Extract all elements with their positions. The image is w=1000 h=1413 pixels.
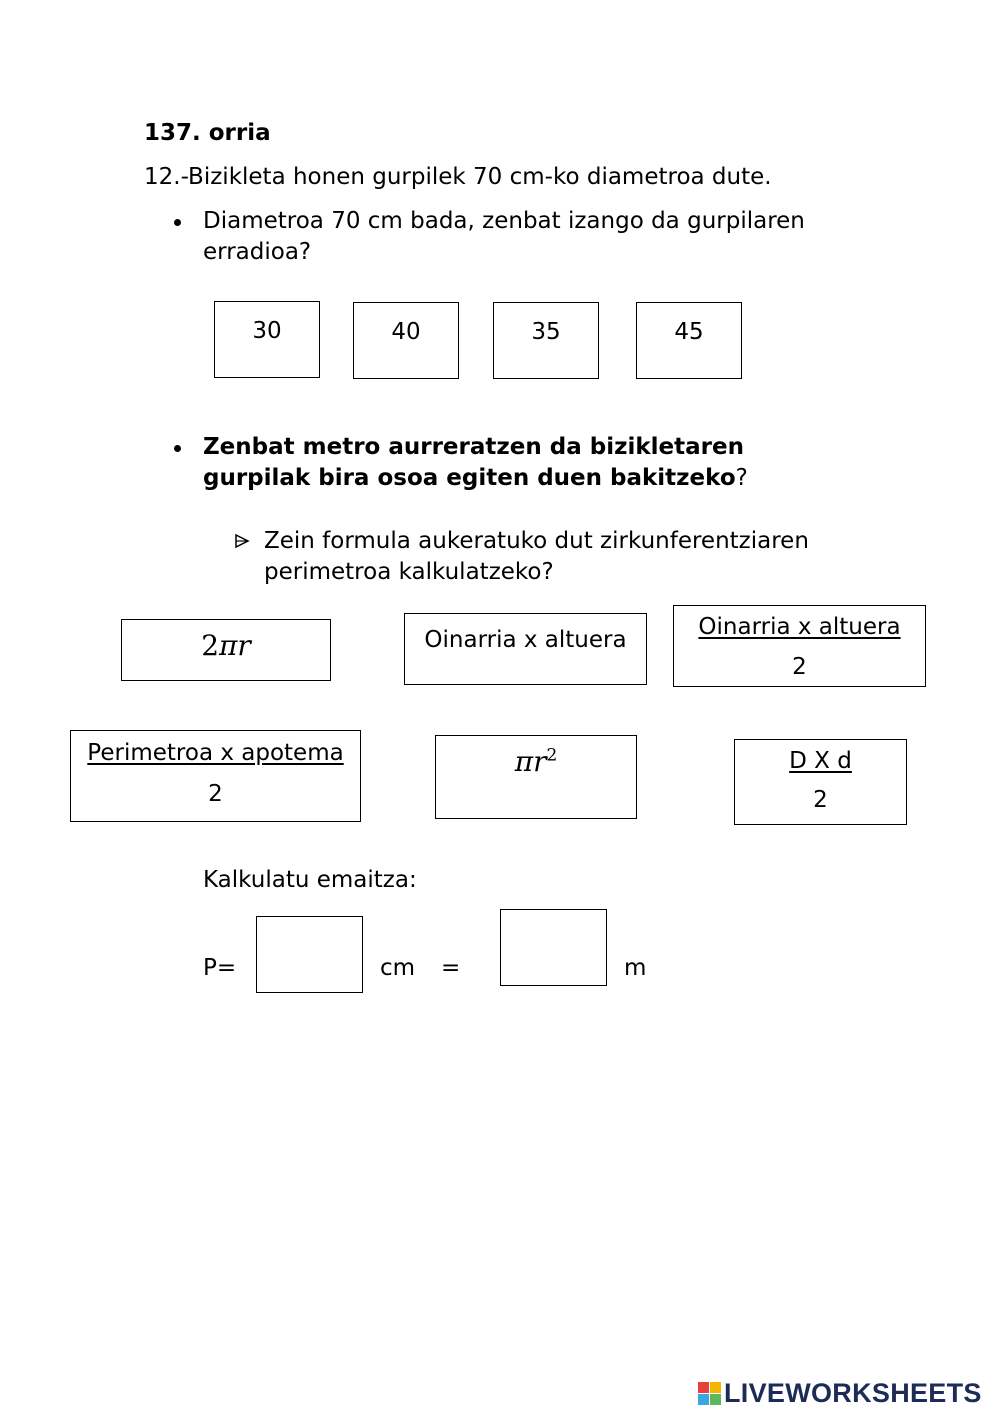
answer-input-m[interactable]	[500, 909, 607, 986]
bullet-icon	[174, 445, 181, 452]
equals-sign: =	[441, 955, 461, 981]
question2-line1: Zenbat metro aurreratzen da bizikletaren	[203, 434, 744, 460]
bullet-icon	[174, 219, 181, 226]
calculation-label: Kalkulatu emaitza:	[203, 867, 417, 893]
formula-numerator: D X d	[789, 748, 852, 774]
option-label: 40	[391, 319, 421, 345]
formula-2pir: 2πr	[201, 629, 251, 662]
subquestion-line1: Zein formula aukeratuko dut zirkunferentziaren	[264, 528, 809, 554]
question1-line1: Diametroa 70 cm bada, zenbat izango da gurpilaren	[203, 208, 805, 234]
question-mark: ?	[735, 465, 748, 491]
unit-m: m	[624, 955, 647, 981]
option-label: 45	[674, 319, 704, 345]
formula-label: Oinarria x altuera	[424, 627, 627, 653]
liveworksheets-logo	[698, 1378, 982, 1409]
formula-base-height[interactable]	[404, 613, 647, 685]
formula-triangle-area[interactable]	[673, 605, 926, 687]
formula-denominator: 2	[208, 781, 223, 807]
radius-option-35[interactable]	[493, 302, 599, 379]
question2-line2	[203, 463, 748, 494]
radius-option-30[interactable]	[214, 301, 320, 378]
radius-option-40[interactable]	[353, 302, 459, 379]
page-title: 137. orria	[144, 120, 271, 146]
option-label: 30	[252, 318, 282, 344]
answer-input-cm[interactable]	[256, 916, 363, 993]
formula-numerator: Oinarria x altuera	[698, 614, 901, 640]
arrow-bullet-icon	[234, 533, 250, 549]
formula-rhombus-area[interactable]	[734, 739, 907, 825]
formula-polygon-area[interactable]	[70, 730, 361, 822]
formula-denominator: 2	[792, 654, 807, 680]
radius-option-45[interactable]	[636, 302, 742, 379]
unit-cm: cm	[380, 955, 416, 981]
formula-pir2: $\pi r^2$	[514, 745, 558, 778]
logo-text: LIVEWORKSHEETS	[724, 1378, 982, 1408]
formula-denominator: 2	[813, 787, 828, 813]
logo-mark-icon	[698, 1382, 721, 1405]
p-label: P=	[203, 955, 237, 981]
subquestion-line2: perimetroa kalkulatzeko?	[264, 559, 554, 585]
problem-statement: 12.-Bizikleta honen gurpilek 70 cm-ko diametroa dute.	[144, 164, 772, 190]
option-label: 35	[531, 319, 561, 345]
formula-circle-perimeter[interactable]	[121, 619, 331, 681]
question2-line2-bold: gurpilak bira osoa egiten duen bakitzeko	[203, 465, 736, 491]
formula-numerator: Perimetroa x apotema	[87, 740, 344, 766]
formula-circle-area[interactable]	[435, 735, 637, 819]
question1-line2: erradioa?	[203, 239, 312, 265]
